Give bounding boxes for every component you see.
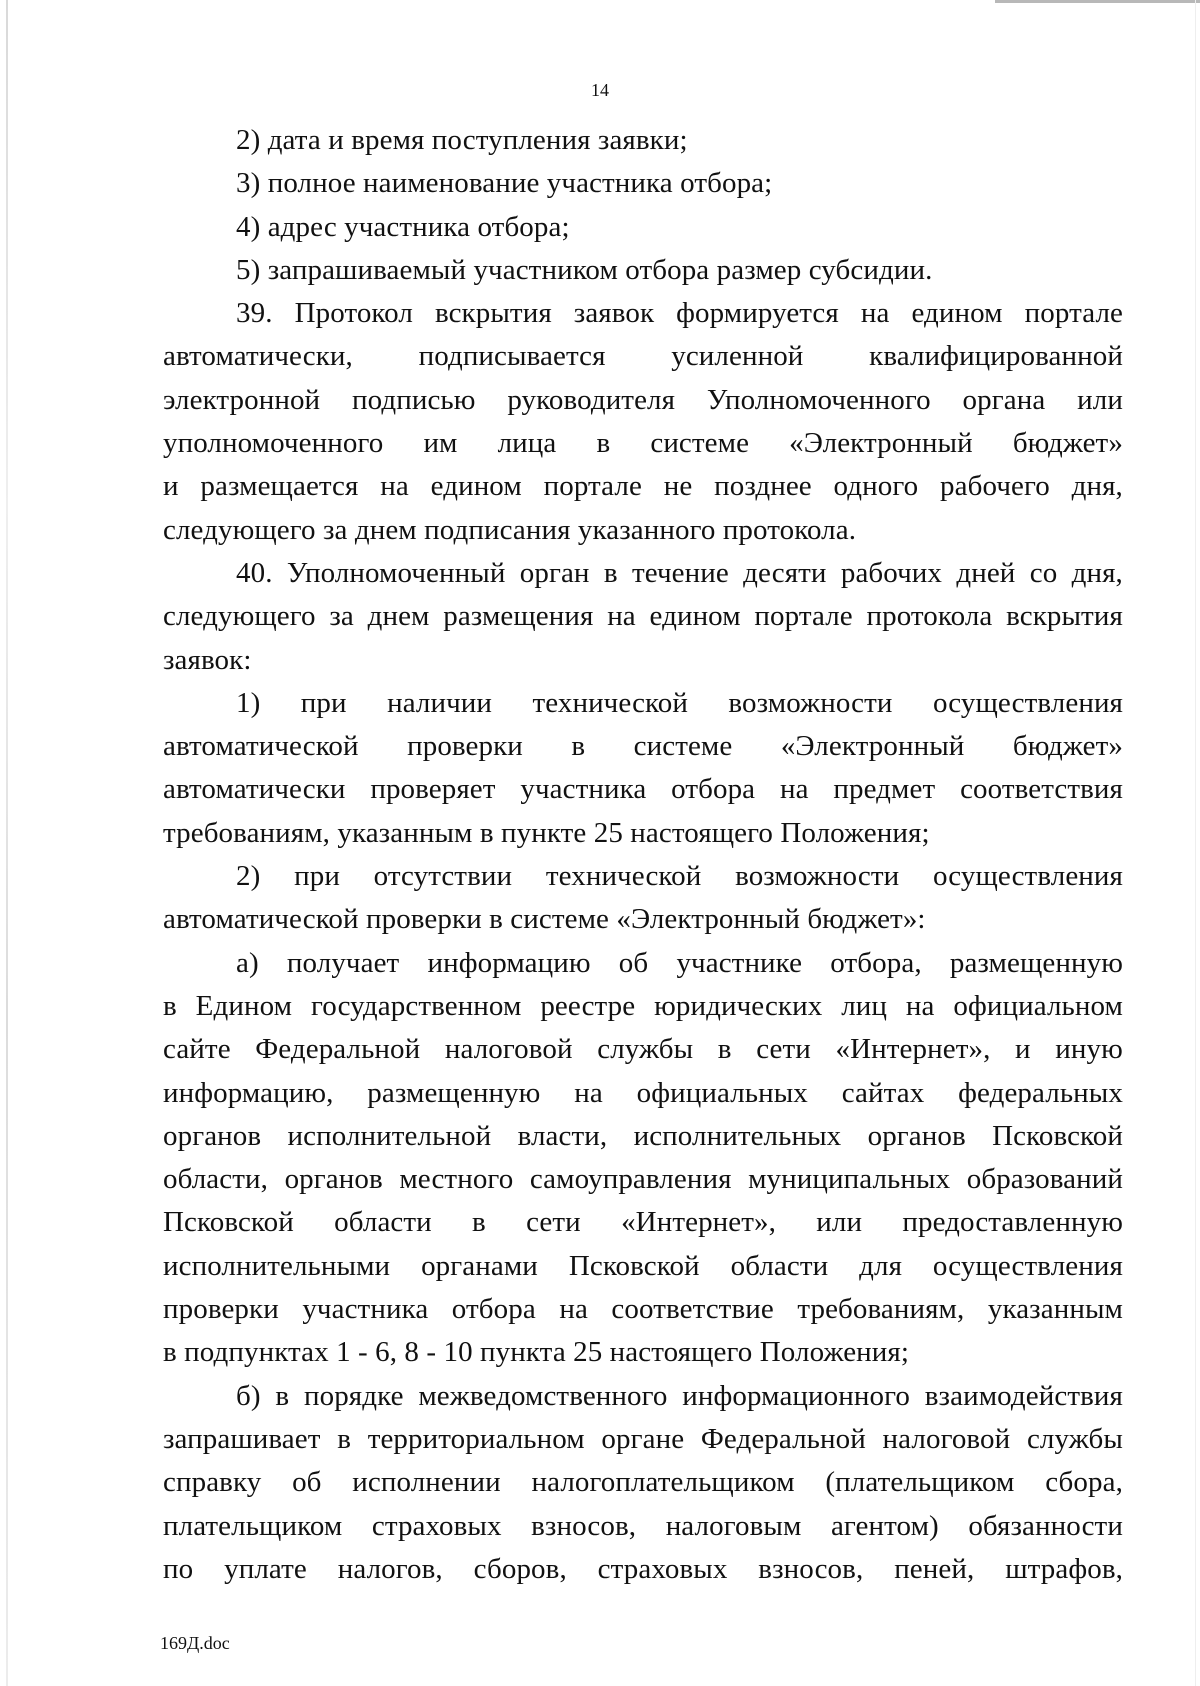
word: портале (1024, 297, 1123, 330)
word: взносов, (531, 1509, 637, 1542)
word: портале (754, 600, 853, 633)
word: области (334, 1206, 432, 1239)
word: соответствие (611, 1293, 774, 1326)
word: страховых (597, 1552, 728, 1585)
word: бюджет» (1012, 730, 1123, 763)
word: на (380, 470, 409, 503)
word: службы (597, 1033, 694, 1066)
word: отбора, (830, 946, 922, 979)
word: лица (497, 427, 557, 460)
word: возможности (728, 686, 893, 719)
word: возможности (735, 860, 900, 893)
word: осуществления (932, 860, 1123, 893)
word: проверки (163, 1293, 279, 1326)
word: исполнительными (163, 1249, 391, 1282)
word: вскрытия (434, 297, 552, 330)
word: в (603, 556, 618, 589)
word: налогов, (337, 1552, 443, 1585)
word: орган (519, 556, 590, 589)
text-line (163, 379, 1123, 422)
text-line: 4) адрес участника отбора; (236, 210, 570, 243)
word: федеральных (958, 1076, 1123, 1109)
word: органов (163, 1119, 262, 1152)
word: а) (236, 946, 259, 979)
word: информационного (682, 1379, 910, 1412)
word: усиленной (671, 340, 804, 373)
word: технической (545, 860, 702, 893)
word: порядке (303, 1379, 404, 1412)
word: Псковской (568, 1249, 700, 1282)
word: власти, (517, 1119, 608, 1152)
word: сети (526, 1206, 581, 1239)
word: предмет (833, 773, 936, 806)
word: со (1029, 556, 1058, 589)
scan-edge-left (6, 0, 8, 1686)
word: органами (421, 1249, 538, 1282)
word: участника (302, 1293, 429, 1326)
word: заявок (573, 297, 655, 330)
word: запрашивает (163, 1422, 321, 1455)
word: (плательщиком (825, 1466, 1015, 1499)
text-line: 5) запрашиваемый участником отбора размер субсидии. (236, 253, 933, 286)
word: б) (236, 1379, 261, 1412)
word: 2) (236, 860, 261, 893)
word: Протокол (294, 297, 413, 330)
word: государственном (310, 989, 522, 1022)
word: предоставленную (902, 1206, 1123, 1239)
word: об (618, 946, 649, 979)
word: в (337, 1422, 351, 1455)
word: на (559, 1293, 588, 1326)
word: автоматически (163, 773, 346, 806)
word: дней (956, 556, 1016, 589)
word: сети (756, 1033, 811, 1066)
text-line (163, 1418, 1123, 1461)
word: при (300, 686, 347, 719)
text-line (163, 1158, 1123, 1201)
text-line (163, 1028, 1123, 1071)
word: системе (650, 427, 750, 460)
word: страховых (371, 1509, 502, 1542)
word: автоматической (163, 730, 359, 763)
word: Уполномоченного (706, 383, 931, 416)
word: осуществления (932, 1249, 1123, 1282)
text-line (163, 768, 1123, 811)
word: органе (601, 1422, 685, 1455)
word: по (163, 1552, 194, 1585)
word: «Интернет», (835, 1033, 991, 1066)
word: и (1015, 1033, 1031, 1066)
word: днем (367, 600, 430, 633)
text-line (163, 1505, 1123, 1548)
word: и (163, 470, 179, 503)
word: в (275, 1379, 290, 1412)
word: на (905, 989, 935, 1022)
word: сборов, (473, 1552, 567, 1585)
word: указанным (987, 1293, 1123, 1326)
scan-edge-top (995, 0, 1200, 3)
text-line: требованиям, указанным в пункте 25 настоящего Положения; (163, 816, 930, 849)
word: в (596, 427, 611, 460)
word: одного (833, 470, 919, 503)
word: руководителя (507, 383, 676, 416)
word: отбора (451, 1293, 536, 1326)
word: десяти (743, 556, 827, 589)
word: на (779, 773, 809, 806)
word: области (730, 1249, 829, 1282)
word: сайтах (841, 1076, 925, 1109)
text-line: автоматической проверки в системе «Электронный бюджет»: (163, 903, 926, 936)
word: реестре (540, 989, 636, 1022)
word: 1) (236, 686, 261, 719)
word: «Интернет», (621, 1206, 776, 1239)
word: или (1077, 383, 1123, 416)
word: налоговой (882, 1422, 1011, 1455)
text-line (163, 855, 1123, 898)
word: на (574, 1076, 603, 1109)
text-line (163, 422, 1123, 465)
word: уплате (224, 1552, 307, 1585)
word: отбора (671, 773, 756, 806)
word: органов (284, 1163, 383, 1196)
text-line: заявок: (163, 643, 252, 676)
word: исполнительных (633, 1119, 842, 1152)
word: Псковской (992, 1119, 1123, 1152)
file-name-footer: 169Д.doc (160, 1633, 230, 1653)
word: органа (962, 383, 1046, 416)
word: взносов, (758, 1552, 864, 1585)
scan-edge-right (1195, 0, 1196, 1686)
word: или (816, 1206, 863, 1239)
page-number: 14 (591, 80, 609, 100)
word: едином (649, 600, 741, 633)
word: агентом) (830, 1509, 939, 1542)
text-line (163, 1375, 1123, 1418)
text-line: 2) дата и время поступления заявки; (236, 124, 688, 156)
text-line: в подпунктах 1 - 6, 8 - 10 пункта 25 настоящего Положения; (163, 1336, 910, 1369)
word: дня, (1071, 556, 1123, 589)
word: межведомственного (418, 1379, 668, 1412)
word: штрафов, (1005, 1552, 1123, 1585)
word: участника (520, 773, 647, 806)
text-line (163, 1115, 1123, 1158)
word: об (292, 1466, 322, 1499)
word: самоуправления (529, 1163, 732, 1196)
text-line: следующего за днем подписания указанного протокола. (163, 513, 857, 546)
word: налоговой (444, 1033, 573, 1066)
word: сайте (163, 1033, 231, 1066)
word: проверяет (370, 773, 496, 806)
word: на (607, 600, 636, 633)
word: Федеральной (700, 1422, 866, 1455)
word: в (472, 1206, 486, 1239)
word: образований (966, 1163, 1123, 1196)
text-line (163, 1461, 1123, 1504)
word: исполнительной (287, 1119, 492, 1152)
word: размещается (200, 470, 359, 503)
word: рабочих (840, 556, 943, 589)
word: технической (532, 686, 688, 719)
word: «Электронный (789, 427, 973, 460)
word: едином (911, 297, 1003, 330)
word: рабочего (940, 470, 1050, 503)
word: получает (286, 946, 400, 979)
word: наличии (387, 686, 493, 719)
word: плательщиком (163, 1509, 343, 1542)
text-line (163, 465, 1123, 508)
word: не (663, 470, 693, 503)
word: автоматически, (163, 340, 353, 373)
word: едином (430, 470, 522, 503)
document-body (163, 119, 1123, 1591)
word: «Электронный (780, 730, 965, 763)
text-line: 3) полное наименование участника отбора; (236, 167, 773, 200)
word: сбора, (1045, 1466, 1123, 1499)
word: им (423, 427, 458, 460)
word: области, (163, 1163, 268, 1196)
word: справку (163, 1466, 262, 1499)
word: официальном (953, 989, 1123, 1022)
text-line (163, 725, 1123, 768)
word: размещенную (367, 1076, 541, 1109)
word: размещения (443, 600, 594, 633)
word: следующего (163, 600, 316, 633)
word: налоговым (665, 1509, 802, 1542)
text-line (163, 1245, 1123, 1288)
word: размещенную (949, 946, 1123, 979)
text-line (163, 1288, 1123, 1331)
word: течение (631, 556, 729, 589)
word: органов (867, 1119, 966, 1152)
word: 39. (236, 297, 273, 330)
text-line (163, 292, 1123, 335)
text-line (163, 552, 1123, 595)
text-line (163, 682, 1123, 725)
word: пеней, (894, 1552, 975, 1585)
word: осуществления (932, 686, 1123, 719)
word: лиц (841, 989, 888, 1022)
word: вскрытия (1006, 600, 1123, 633)
word: подписью (351, 383, 476, 416)
word: для (859, 1249, 903, 1282)
word: местного (399, 1163, 514, 1196)
word: 40. (236, 556, 273, 589)
word: соответствия (960, 773, 1123, 806)
word: муниципальных (748, 1163, 951, 1196)
text-line (163, 1072, 1123, 1115)
word: взаимодействия (924, 1379, 1123, 1412)
text-line (163, 1548, 1123, 1591)
word: исполнении (352, 1466, 501, 1499)
word: при (294, 860, 340, 893)
word: информацию (427, 946, 591, 979)
word: территориальном (367, 1422, 585, 1455)
text-line (163, 335, 1123, 378)
word: подписывается (418, 340, 606, 373)
word: в (163, 989, 177, 1022)
word: требованиям, (797, 1293, 965, 1326)
word: позднее (714, 470, 812, 503)
word: официальных (636, 1076, 808, 1109)
word: дня, (1071, 470, 1123, 503)
word: Уполномоченный (286, 556, 506, 589)
word: квалифицированной (869, 340, 1123, 373)
word: проверки (407, 730, 523, 763)
word: портале (543, 470, 642, 503)
text-line (163, 595, 1123, 638)
text-line (163, 942, 1123, 985)
word: службы (1026, 1422, 1123, 1455)
word: обязанности (968, 1509, 1123, 1542)
word: протокола (866, 600, 993, 633)
word: электронной (163, 383, 321, 416)
word: Псковской (163, 1206, 294, 1239)
text-line (163, 985, 1123, 1028)
word: уполномоченного (163, 427, 384, 460)
word: в (717, 1033, 732, 1066)
word: отсутствии (373, 860, 513, 893)
text-line (163, 1201, 1123, 1244)
word: налогоплательщиком (531, 1466, 795, 1499)
word: Едином (195, 989, 293, 1022)
word: за (329, 600, 354, 633)
word: иную (1055, 1033, 1123, 1066)
word: системе (633, 730, 733, 763)
word: Федеральной (255, 1033, 421, 1066)
word: юридических (654, 989, 823, 1022)
word: формируется (676, 297, 839, 330)
word: на (860, 297, 890, 330)
word: в (571, 730, 586, 763)
word: бюджет» (1012, 427, 1123, 460)
word: информацию, (163, 1076, 334, 1109)
word: участнике (676, 946, 803, 979)
